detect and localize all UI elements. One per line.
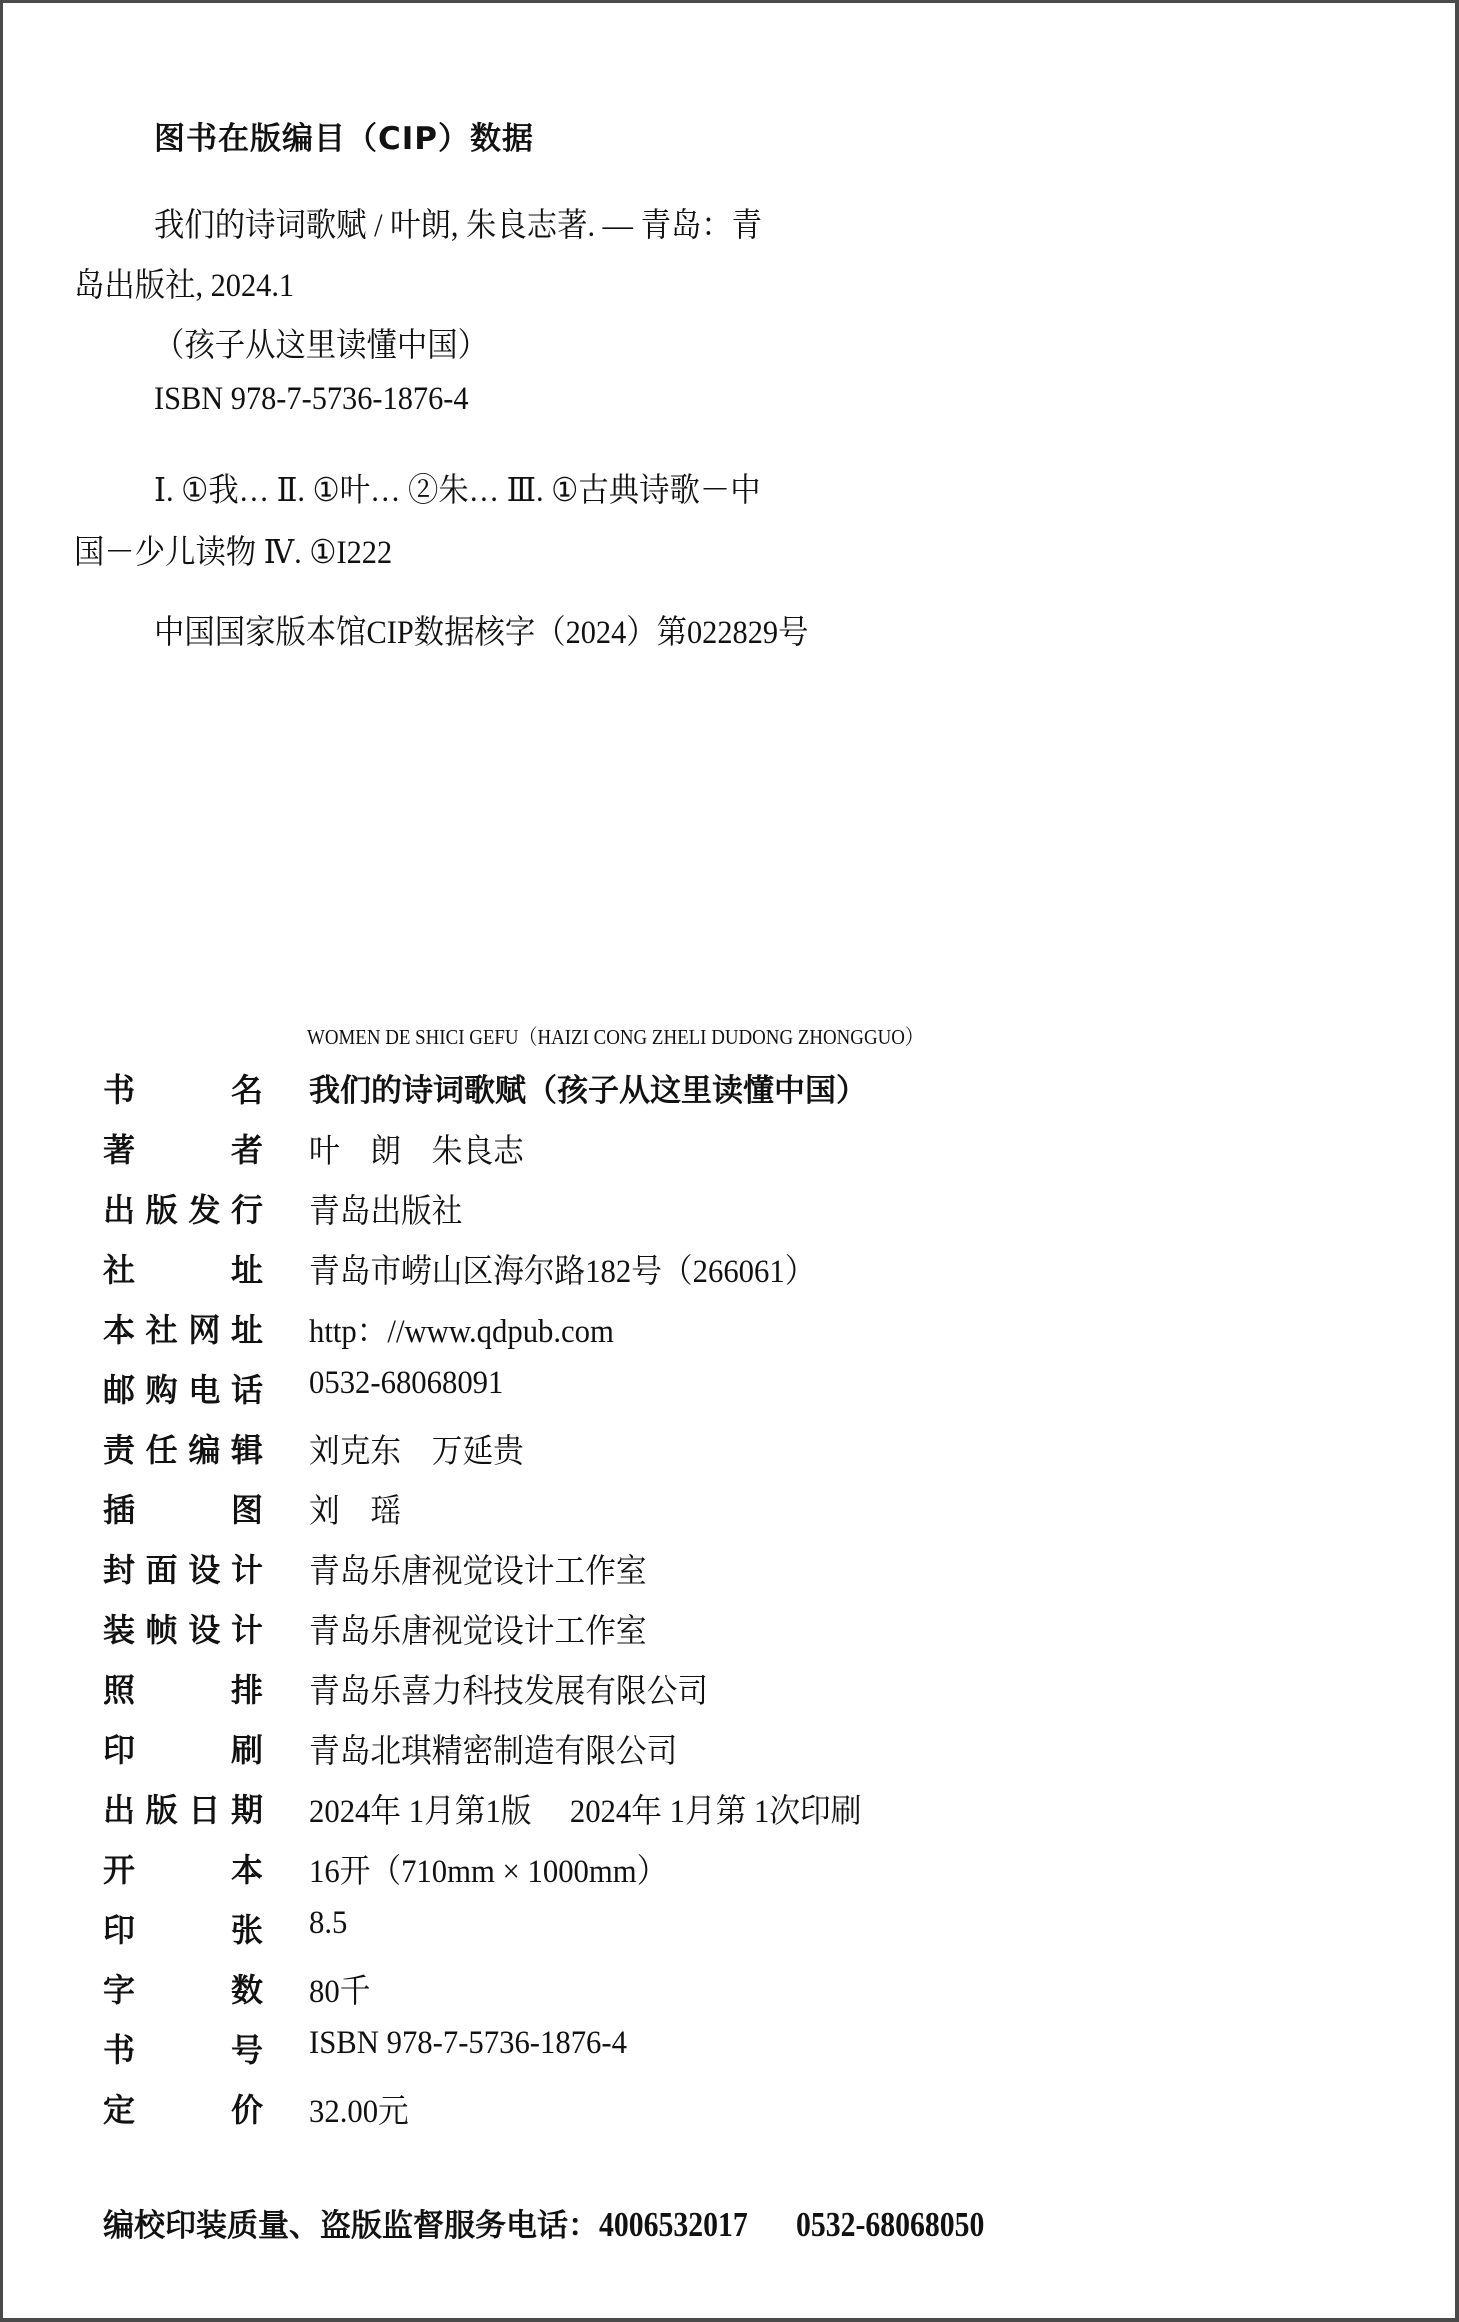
- cip-line-series: （孩子从这里读懂中国）: [154, 328, 488, 364]
- cip-line-classification: Ⅰ. ①我… Ⅱ. ①叶… ②朱… Ⅲ. ①古典诗歌－中: [154, 473, 761, 509]
- info-label: 邮 购 电 话: [103, 1371, 263, 1409]
- info-row-website: [103, 1305, 1403, 1355]
- info-label: 责 任 编 辑: [103, 1431, 263, 1469]
- info-row-price: [103, 2085, 1403, 2135]
- info-value-printed-sheets: 8.5: [309, 1905, 348, 1941]
- info-row-printing: [103, 1725, 1403, 1775]
- info-value-publisher: 青岛出版社: [309, 1194, 463, 1230]
- info-label: 照 排: [103, 1671, 263, 1709]
- info-row-address: [103, 1245, 1403, 1295]
- info-row-binding-design: [103, 1605, 1403, 1655]
- info-row-publication-date: [103, 1785, 1403, 1835]
- info-row-author: [103, 1125, 1403, 1175]
- hotline-phone-2: 0532-68068050: [796, 2205, 985, 2244]
- info-label: 装 帧 设 计: [103, 1611, 263, 1649]
- info-value-binding-design: 青岛乐唐视觉设计工作室: [309, 1614, 647, 1650]
- info-label: 社 址: [103, 1251, 263, 1289]
- hotline-label: 编校印装质量、盗版监督服务电话：: [103, 2208, 599, 2244]
- info-value-isbn: ISBN 978-7-5736-1876-4: [309, 2025, 627, 2061]
- info-value-website: http：//www.qdpub.com: [309, 1314, 614, 1350]
- cip-line-record-number: 中国国家版本馆CIP数据核字（2024）第022829号: [154, 615, 809, 651]
- cip-line-publisher: 岛出版社, 2024.1: [74, 268, 295, 304]
- info-value-address: 青岛市崂山区海尔路182号（266061）: [309, 1254, 816, 1290]
- info-label: 字 数: [103, 1971, 263, 2009]
- info-row-format: [103, 1845, 1403, 1895]
- info-value-editors: 刘克东 万延贵: [309, 1434, 524, 1470]
- info-label: 定 价: [103, 2091, 263, 2129]
- info-label: 开 本: [103, 1851, 263, 1889]
- info-row-publisher: [103, 1185, 1403, 1235]
- info-row-title: [103, 1065, 1403, 1115]
- info-row-cover-design: [103, 1545, 1403, 1595]
- hotline-phone-1: 4006532017: [599, 2205, 748, 2244]
- info-row-mail-order-phone: [103, 1365, 1403, 1415]
- info-value-mail-order-phone: 0532-68068091: [309, 1365, 504, 1401]
- info-value-title: 我们的诗词歌赋（孩子从这里读懂中国）: [309, 1073, 867, 1109]
- info-value-author: 叶 朗 朱良志: [309, 1134, 524, 1170]
- cip-heading: 图书在版编目（CIP）数据: [154, 121, 535, 157]
- cip-line-classification-cont: 国－少儿读物 Ⅳ. ①I222: [74, 535, 393, 571]
- info-label: 著 者: [103, 1131, 263, 1169]
- info-value-format: 16开（710mm × 1000mm）: [309, 1854, 668, 1890]
- info-row-printed-sheets: [103, 1905, 1403, 1955]
- cip-line-title: 我们的诗词歌赋 / 叶朗, 朱良志著. — 青岛：青: [154, 208, 763, 244]
- info-label: 印 张: [103, 1911, 263, 1949]
- info-row-word-count: [103, 1965, 1403, 2015]
- info-label: 封 面 设 计: [103, 1551, 263, 1589]
- info-value-typesetting: 青岛乐喜力科技发展有限公司: [309, 1674, 708, 1710]
- info-row-isbn: [103, 2025, 1403, 2075]
- info-label: 插 图: [103, 1491, 263, 1529]
- info-row-illustrator: [103, 1485, 1403, 1535]
- info-value-cover-design: 青岛乐唐视觉设计工作室: [309, 1554, 647, 1590]
- info-value-word-count: 80千: [309, 1974, 371, 2010]
- info-label: 书 号: [103, 2031, 263, 2069]
- cip-line-isbn: ISBN 978-7-5736-1876-4: [154, 381, 469, 417]
- info-label: 出 版 发 行: [103, 1191, 263, 1229]
- info-value-publication-date: 2024年 1月第1版 2024年 1月第 1次印刷: [309, 1794, 862, 1830]
- info-label: 本 社 网 址: [103, 1311, 263, 1349]
- info-value-printing: 青岛北琪精密制造有限公司: [309, 1734, 678, 1770]
- info-value-price: 32.00元: [309, 2094, 409, 2130]
- info-label: 书 名: [103, 1071, 263, 1109]
- pinyin-title: WOMEN DE SHICI GEFU（HAIZI CONG ZHELI DUDONG ZHONGGUO）: [307, 1025, 924, 1049]
- quality-supervision-hotline: [103, 2200, 1018, 2245]
- info-row-typesetting: [103, 1665, 1403, 1715]
- info-value-illustrator: 刘 瑶: [309, 1494, 402, 1530]
- info-label: 印 刷: [103, 1731, 263, 1769]
- info-row-editors: [103, 1425, 1403, 1475]
- info-label: 出 版 日 期: [103, 1791, 263, 1829]
